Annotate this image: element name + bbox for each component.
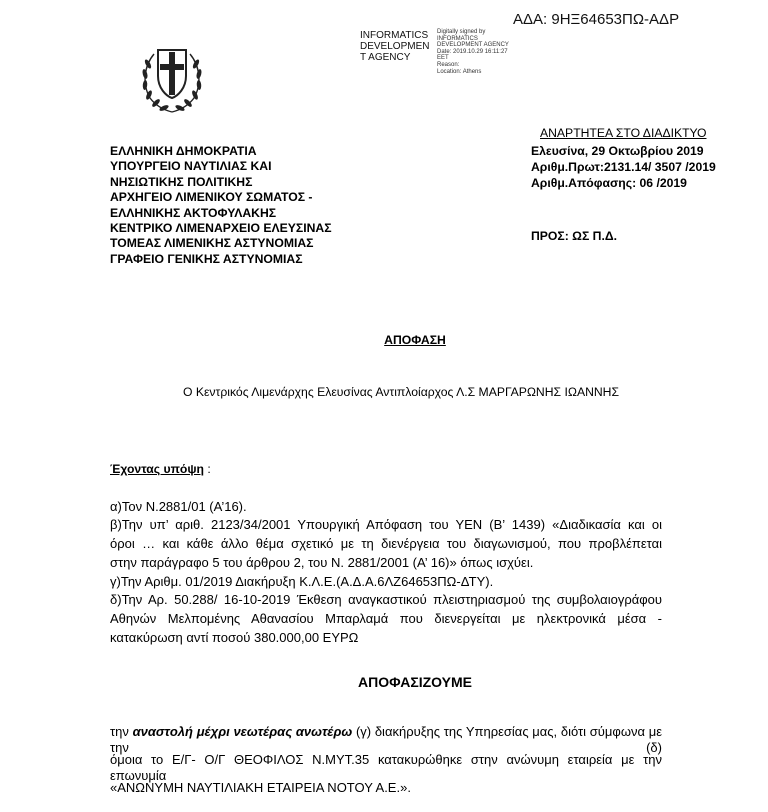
ada-code: ΑΔΑ: 9ΗΞ64653ΠΩ-ΑΔΡ xyxy=(513,11,680,28)
signature-detail-line: Digitally signed by xyxy=(437,29,486,35)
signature-details xyxy=(437,29,509,75)
consideration-a: α)Τον Ν.2881/01 (Α’16). xyxy=(110,499,247,514)
greek-coat-of-arms-emblem xyxy=(138,40,206,116)
signature-org-line: INFORMATICS xyxy=(360,30,429,41)
header-line: ΝΗΣΙΩΤΙΚΗΣ ΠΟΛΙΤΙΚΗΣ xyxy=(110,174,253,189)
consideration-c: γ)Την Αριθμ. 01/2019 Διακήρυξη Κ.Λ.Ε.(Α.Δ.Α.6ΛΖ64653ΠΩ-ΔΤΥ). xyxy=(110,574,494,589)
document-date: Ελευσίνα, 29 Οκτωβρίου 2019 xyxy=(531,144,704,158)
signature-detail-line: DEVELOPMENT AGENCY xyxy=(437,42,509,49)
decision-line1-pre: την xyxy=(110,724,133,739)
decision-line2: όμοια το Ε/Γ- Ο/Γ ΘΕΟΦΙΛΟΣ Ν.ΜΥΤ.35 κατακυρώθηκε στην ανώνυμη εταιρεία με την επωνυμία xyxy=(110,752,662,783)
authority-line: Ο Κεντρικός Λιμενάρχης Ελευσίνας Αντιπλοίαρχος Λ.Σ ΜΑΡΓΑΡΩΝΗΣ ΙΩΑΝΝΗΣ xyxy=(183,385,620,399)
signature-org-line: T AGENCY xyxy=(360,52,411,63)
document-title: ΑΠΟΦΑΣΗ xyxy=(384,333,446,347)
issuing-authority-block xyxy=(110,144,332,267)
header-line: ΕΛΛΗΝΙΚΗ ΔΗΜΟΚΡΑΤΙΑ xyxy=(110,144,257,158)
consideration-d-line2: Αθηνών Μελπομένης Αθανασίου Μπαρλαμά που διενεργείται με ηλεκτρονικά μέσα - xyxy=(110,611,662,626)
considering-colon: : xyxy=(204,462,211,476)
header-line: ΕΛΛΗΝΙΚΗΣ ΑΚΤΟΦΥΛΑΚΗΣ xyxy=(110,205,277,220)
consideration-b-line1: β)Την υπ’ αριθ. 2123/34/2001 Υπουργική Απόφαση του ΥΕΝ (Β’ 1439) «Διαδικασία και οι xyxy=(110,517,662,532)
decision-suspension-phrase: αναστολή μέχρι νεωτέρας ανωτέρω xyxy=(132,724,353,739)
header-line: ΓΡΑΦΕΙΟ ΓΕΝΙΚΗΣ ΑΣΤΥΝΟΜΙΑΣ xyxy=(110,251,303,266)
signature-detail-line: Reason: xyxy=(437,61,460,68)
decision-line1-post: (γ) διακήρυξης της Υπηρεσίας μας, διότι σύμφωνα με την (δ) xyxy=(110,724,662,755)
publish-note: ΑΝΑΡΤΗΤΕΑ ΣΤΟ ΔΙΑΔΙΚΤΥΟ xyxy=(540,126,707,140)
consideration-d-line3: κατακύρωση αντί ποσού 380.000,00 ΕΥΡΩ xyxy=(110,630,359,645)
considering-label: Έχοντας υπόψη xyxy=(110,462,205,476)
consideration-b-line3: στην παράγραφο 5 του άρθρου 2, του Ν. 2881/2001 (Α’ 16)» όπως ισχύει. xyxy=(110,555,534,570)
header-line: ΚΕΝΤΡΙΚΟ ΛΙΜΕΝΑΡΧΕΙΟ ΕΛΕΥΣΙΝΑΣ xyxy=(110,221,332,236)
decide-heading: ΑΠΟΦΑΣΙΖΟΥΜΕ xyxy=(357,674,473,690)
consideration-b-line2: όροι … και κάθε άλλο θέμα σχετικό με τη διενέργεια του διαγωνισμού, που προβλέπεται xyxy=(110,536,662,551)
signature-detail-line: Location: Athens xyxy=(437,68,482,75)
signature-detail-line: INFORMATICS xyxy=(437,35,478,42)
recipient: ΠΡΟΣ: ΩΣ Π.Δ. xyxy=(531,229,617,243)
signature-detail-line: EET xyxy=(437,55,449,62)
signature-detail-line: Date: 2019.10.29 16:11:27 xyxy=(437,48,508,55)
decision-number: Αριθμ.Απόφασης: 06 /2019 xyxy=(531,176,687,190)
signature-org-line: DEVELOPMEN xyxy=(360,41,430,52)
header-line: ΤΟΜΕΑΣ ΛΙΜΕΝΙΚΗΣ ΑΣΤΥΝΟΜΙΑΣ xyxy=(110,236,314,251)
header-line: ΑΡΧΗΓΕΙΟ ΛΙΜΕΝΙΚΟΥ ΣΩΜΑΤΟΣ - xyxy=(110,190,313,205)
decision-line3: «ΑΝΩΝΥΜΗ ΝΑΥΤΙΛΙΑΚΗ ΕΤΑΙΡΕΙΑ ΝΟΤΟΥ Α.Ε.». xyxy=(110,780,411,795)
protocol-number: Αριθμ.Πρωτ:2131.14/ 3507 /2019 xyxy=(531,160,716,174)
considering-heading xyxy=(110,462,211,477)
signature-organization xyxy=(360,30,429,63)
header-line: ΥΠΟΥΡΓΕΙΟ ΝΑΥΤΙΛΙΑΣ ΚΑΙ xyxy=(110,159,272,174)
consideration-d-line1: δ)Την Αρ. 50.288/ 16-10-2019 Έκθεση αναγκαστικού πλειστηριασμού της συμβολαιογράφου xyxy=(110,592,662,607)
